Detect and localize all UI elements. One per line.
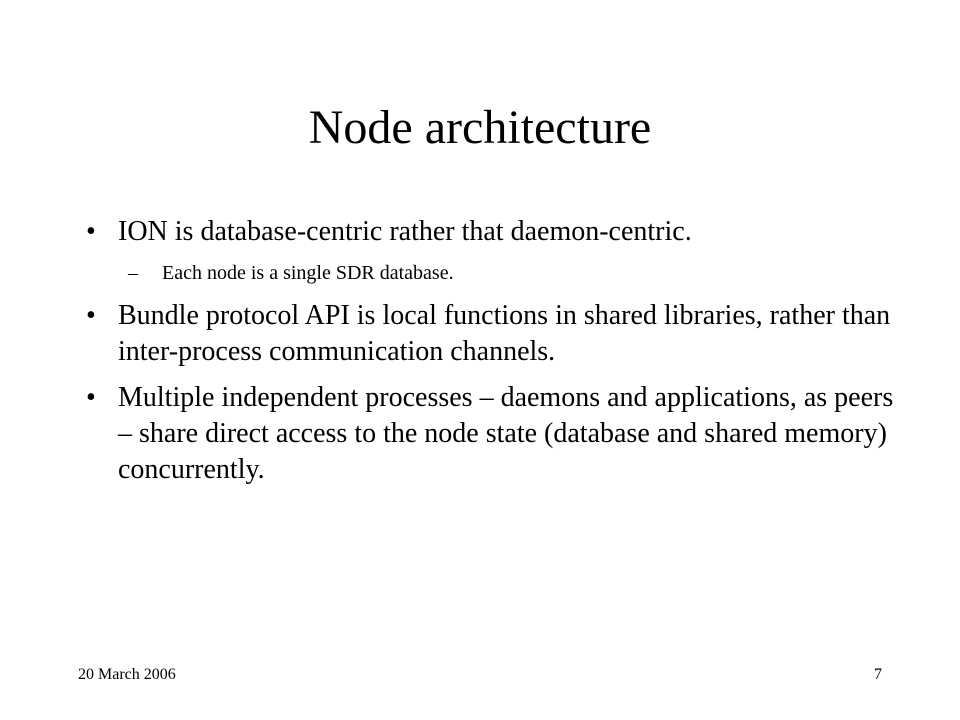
bullet-item — [86, 380, 906, 488]
sub-bullet-dash-icon: – — [128, 262, 138, 284]
sub-bullet-text: Each node is a single SDR database. — [162, 262, 454, 284]
bullet-text: Bundle protocol API is local functions in shared libraries, rather than inter-process communication channels. — [118, 300, 891, 367]
bullet-item — [86, 298, 906, 370]
bullet-text: Multiple independent processes – daemons and applications, as peers – share direct access to the node state (database and shared memory) concurrently. — [118, 382, 894, 485]
bullet-item — [86, 214, 906, 250]
bullet-dot-icon: • — [86, 300, 96, 331]
bullet-list — [86, 214, 906, 498]
footer-page-number: 7 — [874, 666, 882, 683]
slide-title: Node architecture — [308, 101, 652, 154]
sub-bullet-item — [86, 260, 906, 286]
bullet-text: ION is database-centric rather that daemon-centric. — [118, 216, 692, 247]
bullet-dot-icon: • — [86, 382, 96, 413]
bullet-dot-icon: • — [86, 216, 96, 247]
footer-date: 20 March 2006 — [78, 666, 176, 683]
